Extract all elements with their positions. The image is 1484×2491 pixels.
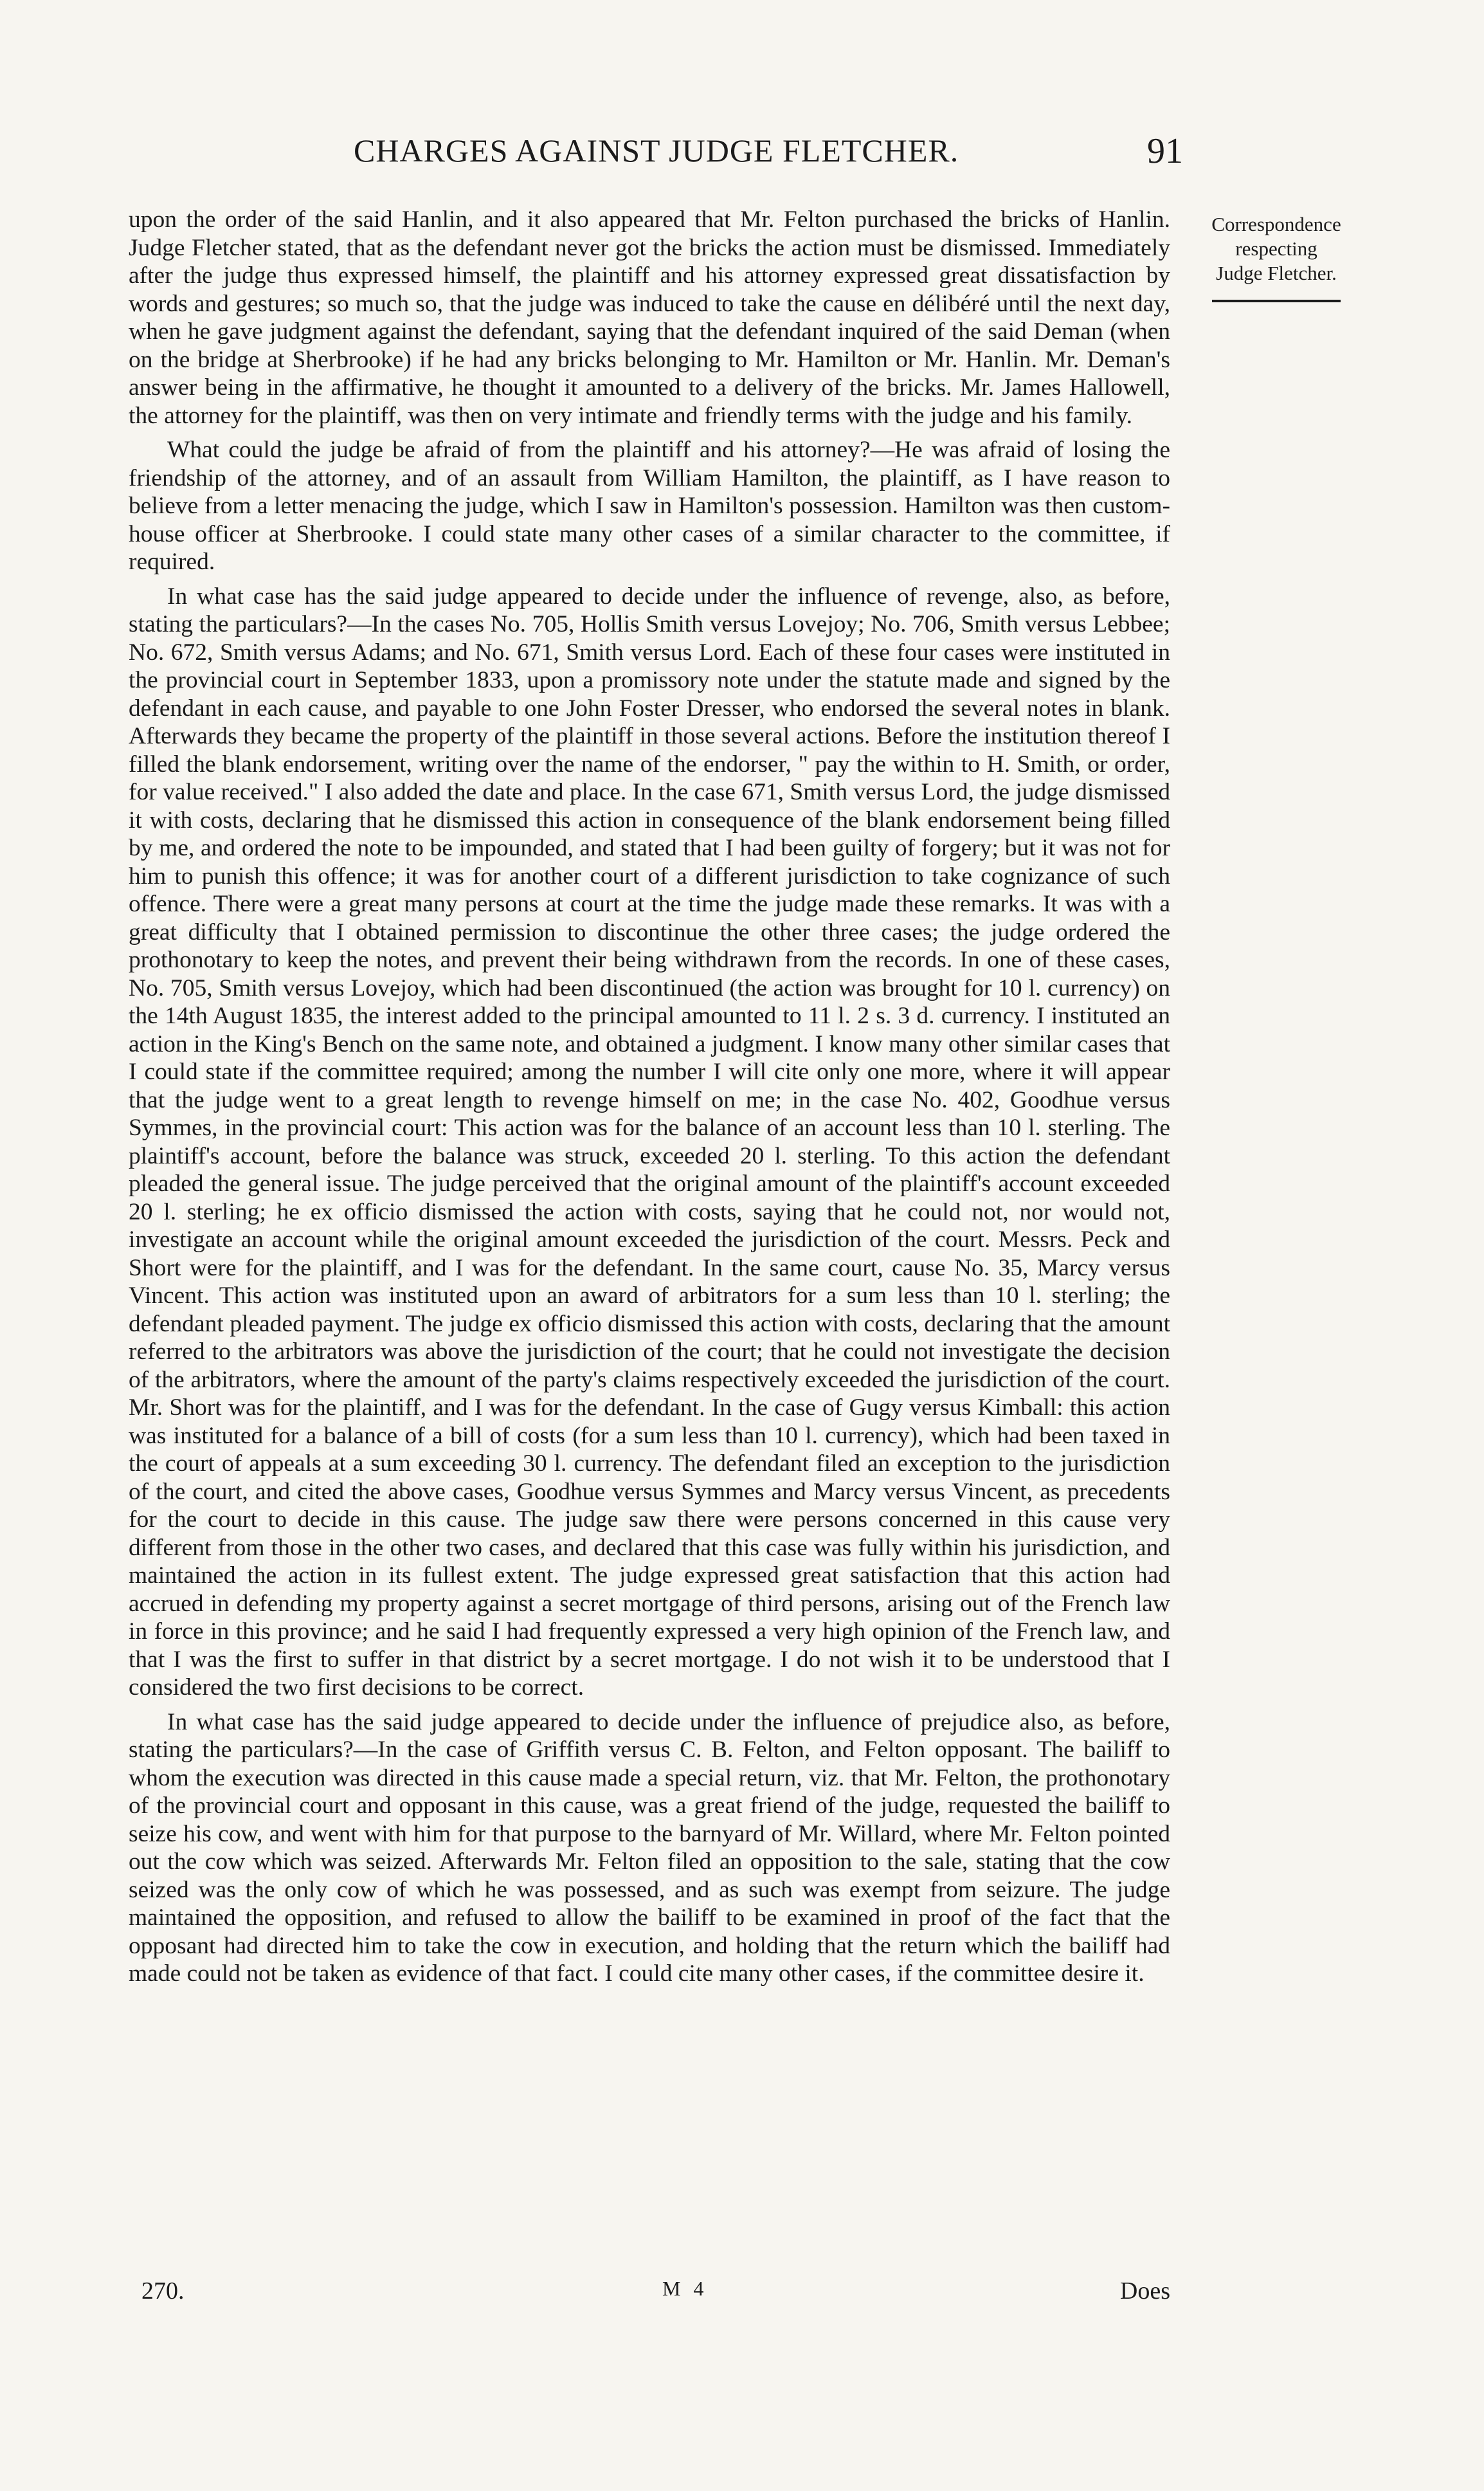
paragraph: upon the order of the said Hanlin, and it also appeared that Mr. Felton purchased the bricks of Hanlin. Judge Fletcher stated, that as the defendant never got the bricks the action must be dismissed. Immediately after the judge thus expressed himself, the plaintiff and his attorney expressed great dissatisfaction by words and gestures; so much so, that the judge was induced to take the cause en délibéré until the next day, when he gave judgment against the defendant, saying that the defendant inquired of the said Deman (when on the bridge at Sherbrooke) if he had any bricks belonging to Mr. Hamilton or Mr. Hanlin. Mr. Deman's answer being in the affirmative, he thought it amounted to a delivery of the bricks. Mr. James Hallowell, the attorney for the plaintiff, was then on very intimate and friendly terms with the judge and his family. [129,206,1170,429]
paragraph: In what case has the said judge appeared to decide under the influence of revenge, also, as before, stating the particulars?—In the cases No. 705, Hollis Smith versus Lovejoy; No. 706, Smith versus Lebbee; No. 672, Smith versus Adams; and No. 671, Smith versus Lord. Each of these four cases were instituted in the provincial court in September 1833, upon a promissory note under the statute made and signed by the defendant in each cause, and payable to one John Foster Dresser, who endorsed the several notes in blank. Afterwards they became the property of the plaintiff in those several actions. Before the institution thereof I filled the blank endorsement, writing over the name of the endorser, " pay the within to H. Smith, or order, for value received." I also added the date and place. In the case 671, Smith versus Lord, the judge dismissed it with costs, declaring that he dismissed this action in consequence of the blank endorsement being filled by me, and ordered the note to be impounded, and stated that I had been guilty of forgery; but it was not for him to punish this offence; it was for another court of a different jurisdiction to take cognizance of such offence. There were a great many persons at court at the time the judge made these remarks. It was with a great difficulty that I obtained permission to discontinue the other three cases; the judge ordered the prothonotary to keep the notes, and prevent their being withdrawn from the records. In one of these cases, No. 705, Smith versus Lovejoy, which had been discontinued (the action was brought for 10 l. currency) on the 14th August 1835, the interest added to the principal amounted to 11 l. 2 s. 3 d. currency. I instituted an action in the King's Bench on the same note, and obtained a judgment. I know many other similar cases that I could state if the committee required; among the number I will cite only one more, where it will appear that the judge went to a great length to revenge himself on me; in the case No. 402, Goodhue versus Symmes, in the provincial court: This action was for the balance of an account less than 10 l. sterling. The plaintiff's account, before the balance was struck, exceeded 20 l. sterling. To this action the defendant pleaded the general issue. The judge perceived that the original amount of the plaintiff's account exceeded 20 l. sterling; he ex officio dismissed the action with costs, saying that he could not, nor would not, investigate an account while the original amount exceeded the jurisdiction of the court. Messrs. Peck and Short were for the plaintiff, and I was for the defendant. In the same court, cause No. 35, Marcy versus Vincent. This action was instituted upon an award of arbitrators for a sum less than 10 l. sterling; the defendant pleaded payment. The judge ex officio dismissed this action with costs, declaring that the amount referred to the arbitrators was above the jurisdiction of the court; that he could not investigate the decision of the arbitrators, where the amount of the party's claims respectively exceeded the jurisdiction of the court. Mr. Short was for the plaintiff, and I was for the defendant. In the case of Gugy versus Kimball: this action was instituted for a balance of a bill of costs (for a sum less than 10 l. currency), which had been taxed in the court of appeals at a sum exceeding 30 l. currency. The defendant filed an exception to the jurisdiction of the court, and cited the above cases, Goodhue versus Symmes and Marcy versus Vincent, as precedents for the court to decide in this cause. The judge saw there were persons concerned in this cause very different from those in the other two cases, and declared that this case was fully within his jurisdiction, and maintained the action in its fullest extent. The judge expressed great satisfaction that this action had accrued in defending my property against a secret mortgage of third persons, arising out of the French law in force in this province; and he said I had frequently expressed a very high opinion of the French law, and that I was the first to suffer in that district by a secret mortgage. I do not wish it to be understood that I considered the two first decisions to be correct. [129,583,1171,1701]
footer-catchword: Does [1119,2277,1170,2304]
page-number: 91 [1147,131,1183,171]
margin-note-line: respecting [1235,237,1317,260]
margin-note [1186,212,1366,302]
page-footer [129,2277,1170,2315]
margin-note-rule [1212,300,1341,302]
margin-note-line: Judge Fletcher. [1216,262,1337,284]
footer-sessional-number: 270. [141,2277,185,2304]
footer-signature-mark: M 4 [662,2277,708,2300]
page-header [129,132,1183,183]
paragraph: What could the judge be afraid of from the plaintiff and his attorney?—He was afraid of losing the friendship of the attorney, and of an assault from William Hamilton, the plaintiff, as I have reason to believe from a letter menacing the judge, which I saw in Hamilton's possession. Hamilton was then custom-house officer at Sherbrooke. I could state many other cases of a similar character to the committee, if required. [129,437,1170,575]
body-text [129,206,1170,1988]
margin-note-line: Correspondence [1211,213,1341,235]
running-head: CHARGES AGAINST JUDGE FLETCHER. [354,132,959,169]
paragraph: In what case has the said judge appeared to decide under the influence of prejudice also, as before, stating the particulars?—In the case of Griffith versus C. B. Felton, and Felton opposant. The bailiff to whom the execution was directed in this cause made a special return, viz. that Mr. Felton, the prothonotary of the provincial court and opposant in this cause, was a great friend of the judge, requested the bailiff to seize his cow, and went with him for that purpose to the barnyard of Mr. Willard, where Mr. Felton pointed out the cow which was seized. Afterwards Mr. Felton filed an opposition to the sale, stating that the cow seized was the only cow of which he was possessed, and as such was exempt from seizure. The judge maintained the opposition, and refused to allow the bailiff to be examined in proof of the fact that the opposant had directed him to take the cow in execution, and holding that the return which the bailiff had made could not be taken as evidence of that fact. I could cite many other cases, if the committee desire it. [129,1708,1170,1987]
